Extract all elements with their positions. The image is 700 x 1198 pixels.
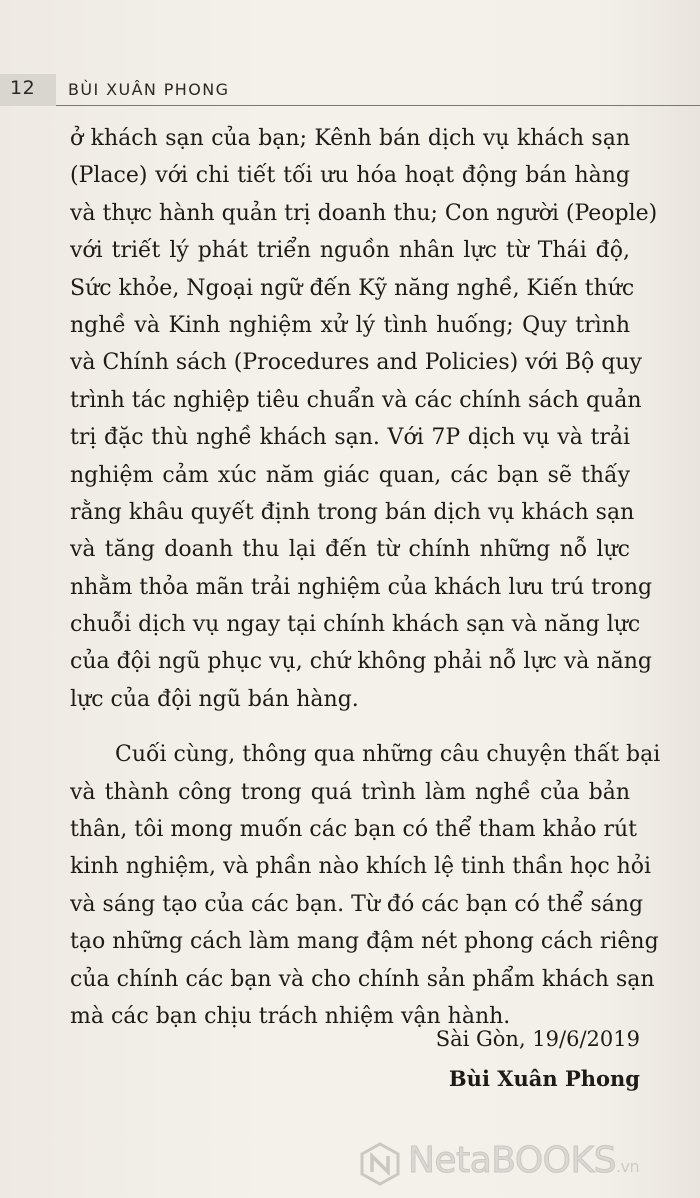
text-line: tạo những cách làm mang đậm nét phong cách riêng (70, 929, 659, 955)
paragraph-2 (70, 736, 661, 1035)
neta-logo-icon (358, 1142, 402, 1186)
text-line: và thành công trong quá trình làm nghề của bản (70, 779, 630, 805)
paragraph-gap (70, 718, 630, 736)
text-line: mà các bạn chịu trách nhiệm vận hành. (70, 1003, 511, 1029)
text-line: rằng khâu quyết định trong bán dịch vụ khách sạn (70, 499, 635, 525)
text-line: (Place) với chi tiết tối ưu hóa hoạt động bán hàng (70, 163, 630, 189)
text-line: và thực hành quản trị doanh thu; Con người (People) (70, 200, 658, 226)
text-line: ở khách sạn của bạn; Kênh bán dịch vụ khách sạn (70, 126, 630, 151)
text-line: của chính các bạn và cho chính sản phẩm khách sạn (70, 966, 655, 992)
watermark-suffix: .vn (615, 1157, 640, 1176)
text-line: chuỗi dịch vụ ngay tại chính khách sạn và năng lực (70, 612, 641, 638)
text-line: lực của đội ngũ bán hàng. (70, 686, 359, 712)
signature-name: Bùi Xuân Phong (448, 1066, 640, 1091)
body-text (70, 120, 661, 1035)
text-line: kinh nghiệm, và phần nào khích lệ tinh thần học hỏi (70, 854, 652, 880)
header-rule (56, 105, 700, 106)
paragraph-1 (70, 120, 658, 718)
text-line: nhằm thỏa mãn trải nghiệm của khách lưu trú trong (70, 574, 653, 600)
page-number: 12 (10, 77, 36, 99)
text-line: thân, tôi mong muốn các bạn có thể tham khảo rút (70, 817, 637, 843)
text-line: và Chính sách (Procedures and Policies) với Bộ quy (70, 350, 642, 376)
text-line: trị đặc thù nghề khách sạn. Với 7P dịch vụ và trải (70, 425, 630, 451)
text-line: của đội ngũ phục vụ, chứ không phải nỗ lực và năng (70, 649, 652, 675)
signature-place-date: Sài Gòn, 19/6/2019 (435, 1027, 640, 1051)
watermark (358, 1140, 688, 1190)
text-line: Cuối cùng, thông qua những câu chuyện thất bại (115, 742, 661, 768)
text-line: nghề và Kinh nghiệm xử lý tình huống; Quy trình (70, 312, 630, 338)
text-line: và sáng tạo của các bạn. Từ đó các bạn có thể sáng (70, 891, 644, 917)
running-header (0, 74, 700, 108)
header-author: BÙI XUÂN PHONG (68, 80, 230, 99)
text-line: Sức khỏe, Ngoại ngữ đến Kỹ năng nghề, Kiến thức (70, 275, 635, 301)
watermark-text (408, 1140, 639, 1181)
text-line: trình tác nghiệp tiêu chuẩn và các chính sách quản (70, 387, 642, 413)
page-number-box (0, 74, 56, 106)
text-line: và tăng doanh thu lại đến từ chính những nỗ lực (70, 537, 630, 563)
text-line: với triết lý phát triển nguồn nhân lực từ Thái độ, (70, 238, 630, 264)
watermark-brand: NetaBOOKS (408, 1140, 616, 1181)
text-line: nghiệm cảm xúc năm giác quan, các bạn sẽ thấy (70, 462, 630, 488)
